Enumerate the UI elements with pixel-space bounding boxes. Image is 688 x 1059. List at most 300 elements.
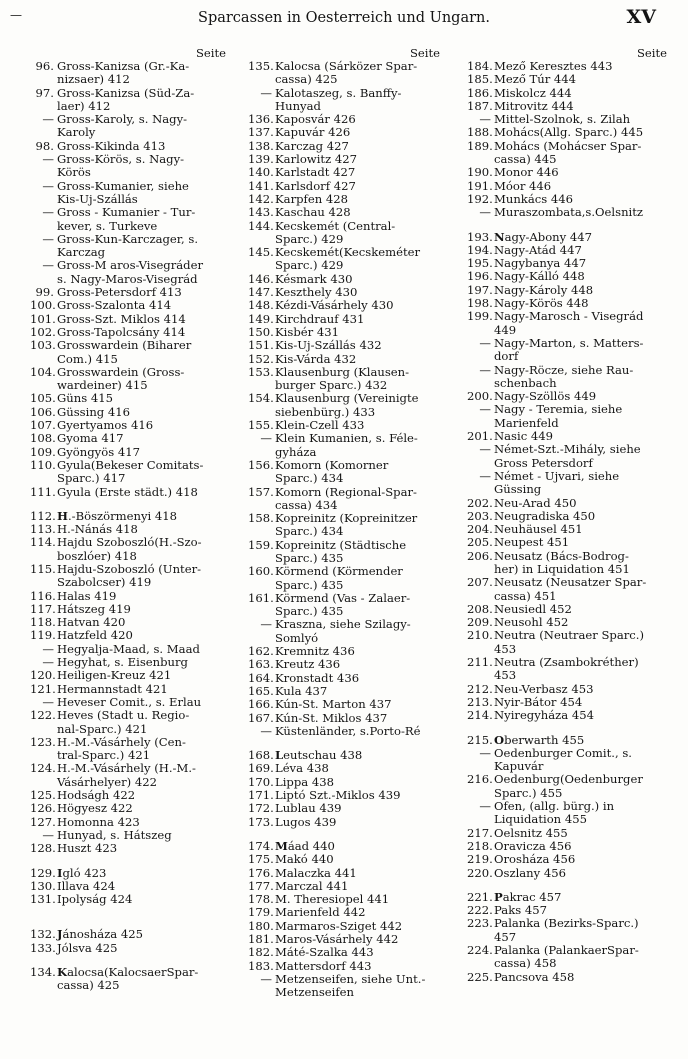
entry-number: 126. — [30, 801, 56, 816]
entry-line: Kis-Uj-Szállás — [57, 191, 138, 206]
entry-number: 166. — [248, 697, 274, 712]
entry-line: Gross-M aros-Visegráder — [57, 258, 204, 273]
entry-line — [494, 891, 667, 904]
entry-line: Güssing — [494, 482, 542, 497]
entry-number: 97. — [35, 85, 54, 100]
entry-line: Sparc.) 434 — [275, 524, 344, 539]
entry-line: Kronstadt 436 — [275, 670, 360, 685]
entry-text — [57, 419, 226, 432]
entry-number: 173. — [248, 814, 274, 829]
index-entry — [467, 904, 667, 917]
entry-number: 188. — [467, 125, 493, 140]
index-entry — [30, 366, 226, 393]
entry-line: Karlstadt 427 — [275, 165, 356, 180]
entry-text — [494, 337, 667, 364]
entry-number: 113. — [30, 522, 56, 537]
entry-number: 208. — [467, 601, 493, 616]
entry-line: boszlóer) 418 — [57, 548, 137, 563]
entry-line: Heiligen-Kreuz 421 — [57, 668, 172, 683]
entry-line: Nagy-Szöllös 449 — [494, 389, 597, 404]
entry-number: 204. — [467, 522, 493, 537]
entry-line: Gross-Kanizsa (Gr.-Ka- — [57, 59, 190, 73]
index-entry — [248, 206, 440, 219]
entry-number: 110. — [30, 457, 56, 472]
entry-text — [57, 299, 226, 312]
entry-text — [57, 113, 226, 140]
index-entry — [467, 270, 667, 283]
entry-text — [275, 353, 440, 366]
entry-number: 155. — [248, 418, 274, 433]
entry-text — [275, 880, 440, 893]
entry-number: — — [479, 335, 491, 350]
entry-text — [57, 942, 226, 955]
entry-text — [275, 645, 440, 658]
index-entry — [248, 685, 440, 698]
entry-number: 128. — [30, 841, 56, 856]
entry-number: 146. — [248, 271, 274, 286]
entry-text — [275, 486, 440, 513]
entry-text — [275, 273, 440, 286]
entry-text — [275, 816, 440, 829]
index-entry — [30, 140, 226, 153]
entry-number: 182. — [248, 945, 274, 960]
entry-number: 191. — [467, 178, 493, 193]
entry-number: — — [42, 641, 54, 656]
entry-number: 184. — [467, 59, 493, 73]
entry-line: Kis-Uj-Szállás 432 — [275, 338, 382, 353]
entry-line — [57, 510, 226, 523]
entry-number: 178. — [248, 892, 274, 907]
entry-text — [57, 313, 226, 326]
entry-number: 156. — [248, 457, 274, 472]
entry-line: Móor 446 — [494, 178, 552, 193]
entry-line: Kún-St. Marton 437 — [275, 697, 392, 712]
index-entry — [30, 60, 226, 87]
entry-line: Grosswardein (Gross- — [57, 364, 185, 379]
index-entry — [248, 366, 440, 393]
entry-line: Gross-Karoly, s. Nagy- — [57, 112, 188, 127]
index-entry — [467, 113, 667, 126]
entry-number: 160. — [248, 564, 274, 579]
index-entry — [248, 789, 440, 802]
entry-number: 136. — [248, 112, 274, 127]
entry-line: 453 — [494, 668, 517, 683]
index-entry — [248, 313, 440, 326]
entry-number: — — [260, 971, 272, 986]
entry-number: 157. — [248, 484, 274, 499]
entry-line: Hegyhat, s. Eisenburg — [57, 655, 188, 670]
entry-line: Kalocsa (Sárközer Spar- — [275, 59, 418, 73]
index-entry — [467, 310, 667, 337]
entry-text — [57, 629, 226, 642]
entry-text — [275, 539, 440, 566]
entry-number: 123. — [30, 734, 56, 749]
entry-text — [275, 419, 440, 432]
entry-number: 162. — [248, 644, 274, 659]
entry-text — [494, 827, 667, 840]
entry-text — [57, 590, 226, 603]
section-initial: K — [57, 965, 68, 979]
entry-line-text: akrac 457 — [502, 889, 562, 904]
entry-text — [275, 286, 440, 299]
entry-line: Szabolcser) 419 — [57, 575, 152, 590]
entry-text — [275, 802, 440, 815]
entry-text — [275, 658, 440, 671]
entry-number: 132. — [30, 927, 56, 942]
index-entry — [30, 113, 226, 140]
entry-number: 118. — [30, 615, 56, 630]
entry-number: 189. — [467, 138, 493, 153]
index-entry — [467, 709, 667, 722]
index-entry — [467, 297, 667, 310]
index-entry — [248, 592, 440, 619]
entry-text — [57, 523, 226, 536]
entry-line: Gross-Szt. Miklos 414 — [57, 311, 186, 326]
entry-number: 102. — [30, 324, 56, 339]
entry-number: — — [479, 468, 491, 483]
entry-line: Nagybanya 447 — [494, 256, 587, 271]
entry-number: — — [479, 799, 491, 814]
entry-text — [275, 672, 440, 685]
entry-number: — — [42, 205, 54, 220]
entry-line: Mohács (Mohácser Spar- — [494, 138, 642, 153]
entry-text — [494, 403, 667, 430]
entry-line: Hatvan 420 — [57, 615, 126, 630]
entry-text — [57, 643, 226, 656]
entry-line: Oszlany 456 — [494, 865, 567, 880]
entry-line: Metzenseifen — [275, 985, 354, 1000]
entry-number: 170. — [248, 774, 274, 789]
entry-number: 193. — [467, 229, 493, 244]
index-entry — [30, 432, 226, 445]
index-entry — [248, 193, 440, 206]
index-entry — [248, 565, 440, 592]
entry-text — [494, 550, 667, 577]
index-entry — [30, 880, 226, 893]
index-entry — [30, 406, 226, 419]
entry-number: 215. — [467, 732, 493, 747]
entry-text — [494, 536, 667, 549]
entry-text — [494, 603, 667, 616]
index-entry — [467, 536, 667, 549]
entry-number: 122. — [30, 708, 56, 723]
entry-line: Kopreinitz (Kopreinitzer — [275, 511, 418, 526]
entry-line: Hátszeg 419 — [57, 601, 131, 616]
index-entry — [248, 920, 440, 933]
index-entry — [30, 867, 226, 880]
entry-text — [494, 430, 667, 443]
entry-number: 186. — [467, 85, 493, 100]
index-entry — [467, 337, 667, 364]
entry-line: Sparc.) 435 — [275, 604, 344, 619]
entry-line: Késmark 430 — [275, 271, 353, 286]
entry-text — [494, 576, 667, 603]
entry-text — [494, 853, 667, 866]
entry-number: 213. — [467, 694, 493, 709]
index-entry — [467, 576, 667, 603]
entry-line: Komorn (Komorner — [275, 457, 389, 472]
index-entry — [248, 512, 440, 539]
entry-text — [494, 470, 667, 497]
entry-number: 161. — [248, 590, 274, 605]
entry-text — [57, 816, 226, 829]
entry-text — [275, 512, 440, 539]
index-entry — [467, 100, 667, 113]
entry-number: 218. — [467, 838, 493, 853]
entry-line: Huszt 423 — [57, 841, 118, 856]
entry-text — [275, 246, 440, 273]
entry-text — [494, 310, 667, 337]
entry-line: Liquidation 455 — [494, 812, 587, 827]
index-entry — [248, 893, 440, 906]
index-entry — [467, 683, 667, 696]
entry-text — [494, 244, 667, 257]
entry-number: 133. — [30, 940, 56, 955]
entry-text — [57, 140, 226, 153]
entry-line: Malaczka 441 — [275, 865, 357, 880]
entry-line: Somlyó — [275, 630, 319, 645]
entry-number: 152. — [248, 351, 274, 366]
entry-text — [57, 446, 226, 459]
entry-number: 154. — [248, 391, 274, 406]
index-entry — [467, 523, 667, 536]
section-initial: P — [494, 889, 503, 904]
index-entry — [30, 736, 226, 763]
entry-line: Munkács 446 — [494, 191, 573, 206]
entry-line: Hunyad — [275, 98, 321, 113]
entry-line: Nagy-Kálló 448 — [494, 269, 585, 284]
index-entry — [248, 840, 440, 853]
header-dash: — — [10, 8, 22, 22]
entry-line: Neugradiska 450 — [494, 508, 596, 523]
entry-text — [57, 656, 226, 669]
entry-text — [57, 867, 226, 880]
entry-text — [494, 443, 667, 470]
entry-text — [275, 180, 440, 193]
entry-text — [57, 206, 226, 233]
entry-line: Kún-St. Miklos 437 — [275, 710, 388, 725]
index-entry — [248, 698, 440, 711]
entry-line-text: eutschau 438 — [283, 748, 363, 763]
entry-number: 145. — [248, 245, 274, 260]
entry-number: 212. — [467, 681, 493, 696]
entry-line: Karlowitz 427 — [275, 152, 358, 167]
entry-number: 114. — [30, 535, 56, 550]
entry-line: Nagy-Marton, s. Matters- — [494, 335, 644, 350]
entry-number: — — [260, 617, 272, 632]
index-entry — [248, 459, 440, 486]
index-entry — [467, 773, 667, 800]
entry-number: 137. — [248, 125, 274, 140]
entry-line: Gross-Kanizsa (Süd-Za- — [57, 85, 195, 100]
index-entry — [30, 563, 226, 590]
entry-text — [57, 762, 226, 789]
index-entry — [30, 523, 226, 536]
entry-number: 164. — [248, 670, 274, 685]
entry-text — [275, 867, 440, 880]
index-entry — [248, 946, 440, 959]
entry-line: Gyoma 417 — [57, 431, 124, 446]
index-entry — [248, 762, 440, 775]
entry-line: Oedenburger Comit., s. — [494, 745, 632, 760]
section-initial: I — [57, 865, 63, 880]
entry-line: Mező Túr 444 — [494, 72, 577, 87]
entry-line: cassa) 425 — [57, 978, 120, 993]
entry-line: Marienfeld — [494, 415, 559, 430]
entry-number: 130. — [30, 878, 56, 893]
index-entry — [30, 313, 226, 326]
entry-line: Klein Kumanien, s. Féle- — [275, 431, 418, 446]
entry-text — [57, 259, 226, 286]
index-entry — [248, 286, 440, 299]
entry-line: Palanka (Bezirks-Sparc.) — [494, 916, 639, 931]
entry-line: Kula 437 — [275, 683, 328, 698]
entry-number: 106. — [30, 404, 56, 419]
entry-text — [57, 842, 226, 855]
index-entry — [248, 816, 440, 829]
entry-line: Oedenburg(Oedenburger — [494, 772, 643, 787]
entry-number: 148. — [248, 298, 274, 313]
entry-line: her) in Liquidation 451 — [494, 561, 630, 576]
index-entry — [467, 470, 667, 497]
index-entry — [30, 153, 226, 180]
entry-line: Klausenburg (Klausen- — [275, 364, 410, 379]
section-gap — [30, 906, 226, 917]
entry-number: 172. — [248, 801, 274, 816]
index-entry — [248, 353, 440, 366]
entry-line: Illava 424 — [57, 878, 116, 893]
entry-number: 202. — [467, 495, 493, 510]
entry-text — [275, 339, 440, 352]
entry-line: Kirchdrauf 431 — [275, 311, 365, 326]
entry-text — [494, 904, 667, 917]
entry-line: Heves (Stadt u. Regio- — [57, 708, 190, 723]
entry-line: Gyertyamos 416 — [57, 418, 154, 433]
entry-text — [57, 326, 226, 339]
index-entry — [248, 749, 440, 762]
entry-text — [494, 180, 667, 193]
entry-line: Nagy-Marosch - Visegrád — [494, 309, 644, 324]
entry-text — [275, 960, 440, 973]
index-entry — [30, 180, 226, 207]
entry-number: 119. — [30, 628, 56, 643]
entry-text — [275, 299, 440, 312]
entry-text — [275, 153, 440, 166]
entry-number: 199. — [467, 309, 493, 324]
entry-line: wardeiner) 415 — [57, 378, 148, 393]
index-entry — [467, 497, 667, 510]
entry-line: Keszthely 430 — [275, 285, 358, 300]
entry-number: — — [42, 231, 54, 246]
index-entry — [248, 220, 440, 247]
entry-text — [275, 432, 440, 459]
entry-number: 195. — [467, 256, 493, 271]
entry-number: 140. — [248, 165, 274, 180]
entry-text — [275, 113, 440, 126]
entry-line: Oelsnitz 455 — [494, 825, 568, 840]
entry-number: 105. — [30, 391, 56, 406]
index-entry — [30, 696, 226, 709]
entry-text — [57, 880, 226, 893]
entry-line — [275, 749, 440, 762]
entry-text — [494, 126, 667, 139]
entry-line: Pancsova 458 — [494, 969, 575, 984]
entry-text — [275, 776, 440, 789]
entry-text — [275, 592, 440, 619]
entry-line: Hajdu Szoboszló(H.-Szo- — [57, 535, 202, 550]
entry-number: 150. — [248, 324, 274, 339]
index-entry — [248, 658, 440, 671]
index-entry — [248, 113, 440, 126]
entry-line: Mattersdorf 443 — [275, 958, 372, 973]
entry-line: nal-Sparc.) 421 — [57, 721, 148, 736]
index-entry — [30, 233, 226, 260]
entry-number: 99. — [35, 285, 54, 300]
entry-text — [275, 366, 440, 393]
entry-line: Kremnitz 436 — [275, 644, 355, 659]
entry-number: — — [260, 431, 272, 446]
index-entry — [30, 286, 226, 299]
index-entry — [467, 231, 667, 244]
entry-number: 165. — [248, 683, 274, 698]
entry-number: 223. — [467, 916, 493, 931]
entry-text — [57, 709, 226, 736]
entry-text — [494, 656, 667, 683]
entry-line: Orosháza 456 — [494, 852, 576, 867]
entry-line: Nagy - Teremia, siehe — [494, 402, 623, 417]
index-entry — [30, 762, 226, 789]
entry-line: Kraszna, siehe Szilagy- — [275, 617, 411, 632]
index-entry — [30, 206, 226, 233]
entry-number: 196. — [467, 269, 493, 284]
section-initial: J — [57, 927, 63, 942]
entry-text — [57, 153, 226, 180]
index-entry — [467, 800, 667, 827]
entry-text — [57, 802, 226, 815]
entry-number: — — [42, 112, 54, 127]
entry-line: Gross - Kumanier - Tur- — [57, 205, 196, 220]
entry-line: Körmend (Vas - Zalaer- — [275, 590, 411, 605]
entry-line: Neu-Arad 450 — [494, 495, 577, 510]
entry-line: Karpfen 428 — [275, 191, 348, 206]
entry-line: Mittel-Szolnok, s. Zilah — [494, 112, 631, 127]
index-entry — [248, 419, 440, 432]
entry-number: 220. — [467, 865, 493, 880]
index-entry — [248, 645, 440, 658]
index-entry — [248, 60, 440, 87]
entry-number: 138. — [248, 138, 274, 153]
entry-line: Kreutz 436 — [275, 657, 341, 672]
entry-line: Maros-Vásárhely 442 — [275, 932, 399, 946]
entry-line: Nasic 449 — [494, 429, 554, 444]
entry-line-text: alocsa(KalocsaerSpar- — [67, 965, 199, 979]
entry-line: Körmend (Körmender — [275, 564, 403, 579]
entry-line: Halas 419 — [57, 588, 117, 603]
entry-line: Oravicza 456 — [494, 838, 572, 853]
entry-text — [57, 928, 226, 941]
entry-line: Neusatz (Neusatzer Spar- — [494, 575, 647, 590]
index-entry — [248, 867, 440, 880]
entry-text — [494, 800, 667, 827]
entry-number: 206. — [467, 548, 493, 563]
index-entry — [248, 299, 440, 312]
entry-number: 181. — [248, 932, 274, 946]
entry-text — [57, 536, 226, 563]
entry-line: Gross-Tapolcsány 414 — [57, 324, 186, 339]
entry-number: — — [479, 205, 491, 220]
entry-line: Gross-Szalonta 414 — [57, 298, 172, 313]
index-entry — [248, 246, 440, 273]
